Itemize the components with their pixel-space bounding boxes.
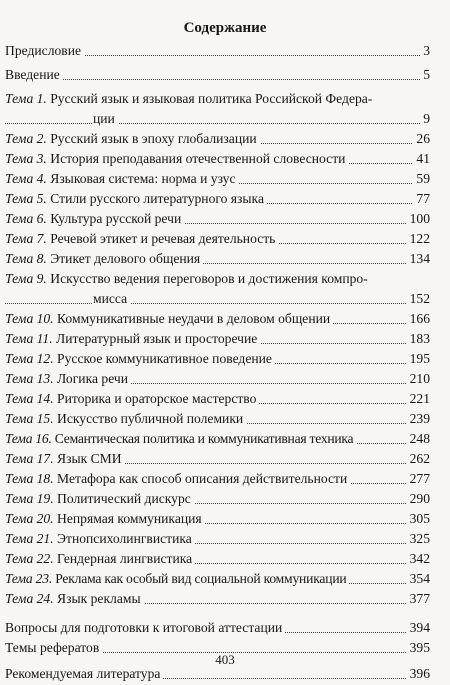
entry-page: 100 [407,209,430,229]
entry-title: Речевой этикет и речевая деятельность [50,231,276,246]
entry-title: Метафора как способ описания действительности [57,471,348,486]
entry-title: Введение [5,65,63,85]
entry-page: 5 [420,65,430,85]
topic-number: Тема 16. [5,431,52,446]
entry-page: 9 [420,109,430,129]
topic-number: Тема 8. [5,251,47,266]
topic-number: Тема 17. [5,451,54,466]
entry-title: Политический дискурс [57,491,191,506]
entry-title: Темы рефератов [5,638,102,658]
toc-entry-topic-18 [5,469,430,489]
toc-entry-topic-23 [5,569,430,589]
entry-page: 277 [407,469,430,489]
topic-number: Тема 10. [5,311,54,326]
topic-number: Тема 6. [5,211,47,226]
entry-title: Русский язык в эпоху глобализации [50,131,257,146]
entry-title: Реклама как особый вид социальной коммуникации [55,571,347,586]
toc-entry-topic-14 [5,389,430,409]
entry-page: 183 [407,329,430,349]
topic-number: Тема 5. [5,191,47,206]
entry-title: Русское коммуникативное поведение [57,351,272,366]
toc-entry-topic-11 [5,329,430,349]
topic-number: Тема 4. [5,171,47,186]
entry-title: История преподавания отечественной словесности [50,151,346,166]
entry-title: Коммуникативные неудачи в деловом общении [57,311,331,326]
toc-entry-topic-16 [5,429,430,449]
toc-entry-topic-3 [5,149,430,169]
toc-entry-topic-2 [5,129,430,149]
page-title: Содержание [183,20,267,36]
entry-title: Языковая система: норма и узус [50,171,236,186]
entry-title: Непрямая коммуникация [57,511,202,526]
entry-title: Этикет делового общения [50,251,201,266]
topic-number: Тема 12. [5,351,54,366]
topic-number: Тема 14. [5,391,54,406]
entry-page: 134 [407,249,430,269]
topic-number: Тема 2. [5,131,47,146]
entry-page: 239 [407,409,430,429]
toc-entry-topic-20 [5,509,430,529]
entry-page: 377 [407,589,430,609]
toc-entry-topic-1 [5,89,430,129]
entry-page: 305 [407,509,430,529]
entry-title: Язык рекламы [57,591,141,606]
toc-entry-topic-8 [5,249,430,269]
entry-page: 41 [413,149,430,169]
topic-number: Тема 22. [5,551,54,566]
entry-page: 394 [407,618,430,638]
entry-title: Логика речи [57,371,129,386]
entry-title: Гендерная лингвистика [57,551,193,566]
entry-title: Этнопсихолингвистика [57,531,192,546]
topic-number: Тема 18. [5,471,54,486]
topic-number: Тема 9. [5,271,47,286]
toc-entry-intro [5,65,430,85]
entry-page: 26 [413,129,430,149]
toc-entry-topic-5 [5,189,430,209]
entry-title: Вопросы для подготовки к итоговой аттестации [5,618,285,638]
toc-entry-topic-13 [5,369,430,389]
entry-title: Литературный язык и просторечие [56,331,258,346]
topic-number: Тема 1. [5,91,47,106]
entry-page: 395 [407,638,430,658]
entry-title: Стили русского литературного языка [50,191,264,206]
entry-page: 354 [407,569,430,589]
entry-title: Язык СМИ [57,451,122,466]
entry-page: 221 [407,389,430,409]
entry-title: Риторика и ораторское мастерство [57,391,257,406]
entry-page: 195 [407,349,430,369]
dot-leader [5,123,430,124]
toc-entry-questions [5,618,430,638]
toc-entry-topic-12 [5,349,430,369]
entry-title-continuation: ции [93,109,118,129]
entry-page: 325 [407,529,430,549]
table-of-contents [5,39,430,684]
toc-entry-topic-24 [5,589,430,609]
entry-title: Русский язык и языковая политика Российской Федера- [50,91,373,106]
entry-page: 59 [413,169,430,189]
entry-page: 210 [407,369,430,389]
entry-page: 122 [407,229,430,249]
entry-title: Семантическая политика и коммуникативная техника [54,431,354,446]
entry-page: 166 [407,309,430,329]
toc-entry-topic-7 [5,229,430,249]
entry-title-continuation: мисса [93,289,130,309]
topic-number: Тема 15. [5,411,54,426]
toc-entry-topic-10 [5,309,430,329]
entry-page: 248 [407,429,430,449]
entry-page: 77 [413,189,430,209]
toc-entry-preface [5,41,430,61]
page-number: 403 [215,652,235,667]
dot-leader [5,303,430,304]
entry-title: Искусство ведения переговоров и достижения компро- [50,271,368,286]
entry-title: Искусство публичной полемики [57,411,244,426]
topic-number: Тема 11. [5,331,53,346]
toc-entry-topic-17 [5,449,430,469]
topic-number: Тема 23. [5,571,53,586]
entry-page: 396 [407,664,430,684]
topic-number: Тема 24. [5,591,54,606]
topic-number: Тема 13. [5,371,54,386]
entry-title: Предисловие [5,41,84,61]
dot-leader [5,79,430,80]
entry-page: 342 [407,549,430,569]
toc-entry-topic-21 [5,529,430,549]
topic-number: Тема 3. [5,151,47,166]
toc-entry-topic-9 [5,269,430,309]
toc-entry-topic-6 [5,209,430,229]
entry-page: 290 [407,489,430,509]
entry-page: 152 [407,289,430,309]
topic-number: Тема 7. [5,231,47,246]
topic-number: Тема 21. [5,531,54,546]
entry-title: Культура русской речи [50,211,182,226]
entry-title: Рекомендуемая литература [5,664,163,684]
entry-page: 3 [420,41,430,61]
toc-entry-topic-19 [5,489,430,509]
topic-number: Тема 19. [5,491,54,506]
toc-entry-topic-15 [5,409,430,429]
toc-entry-topic-22 [5,549,430,569]
toc-entry-topic-4 [5,169,430,189]
entry-page: 262 [407,449,430,469]
topic-number: Тема 20. [5,511,54,526]
